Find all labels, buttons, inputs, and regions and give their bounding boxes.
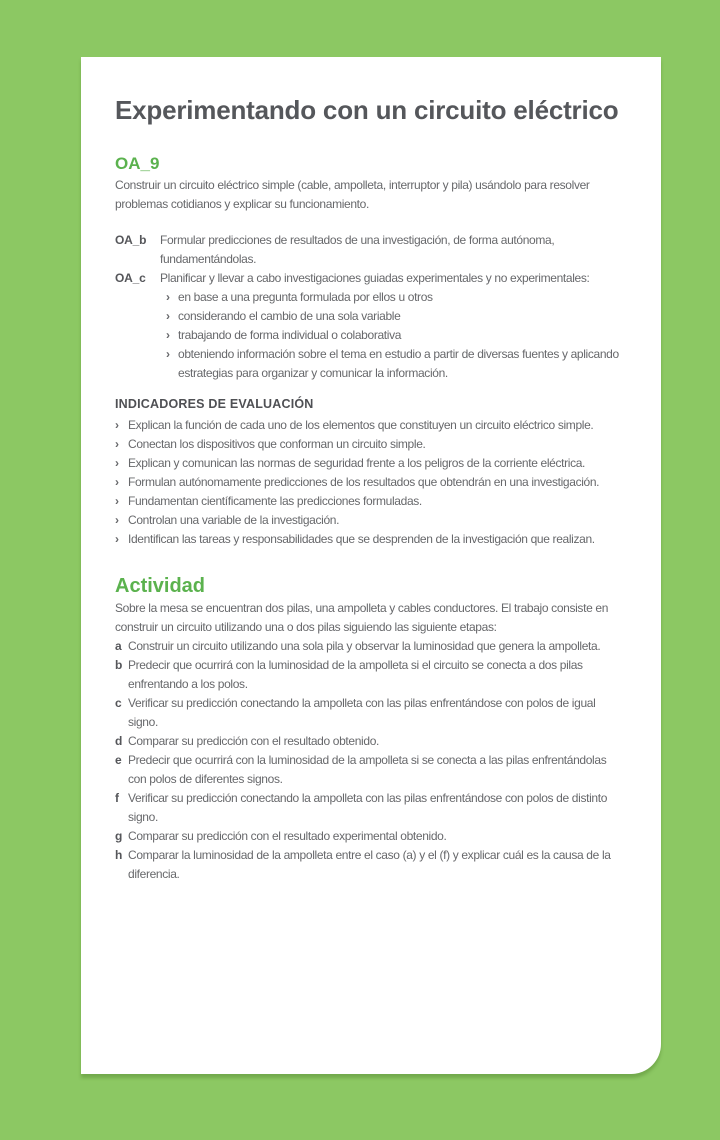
chevron-bullet-icon: › bbox=[115, 475, 119, 489]
list-item bbox=[166, 307, 625, 326]
list-item bbox=[115, 435, 625, 454]
oa-item-label: OA_c bbox=[115, 271, 146, 285]
list-item bbox=[166, 345, 625, 383]
indicadores-list bbox=[115, 416, 625, 549]
step-item-c bbox=[115, 694, 625, 732]
chevron-bullet-icon: › bbox=[166, 328, 170, 342]
list-item-text: Identifican las tareas y responsabilidades que se desprenden de la investigación que realizan. bbox=[128, 532, 595, 546]
page-title: Experimentando con un circuito eléctrico bbox=[115, 95, 619, 125]
list-item bbox=[166, 326, 625, 345]
list-item-text: Explican la función de cada uno de los elementos que constituyen un circuito eléctrico simple. bbox=[128, 418, 594, 432]
step-text: Verificar su predicción conectando la ampolleta con las pilas enfrentándose con polos de distinto signo. bbox=[128, 791, 608, 824]
actividad-section bbox=[115, 574, 625, 884]
chevron-bullet-icon: › bbox=[166, 347, 170, 361]
step-letter: c bbox=[115, 696, 122, 710]
step-text: Predecir que ocurrirá con la luminosidad de la ampolleta si se conecta a las pilas enfrentándolas con polos de diferentes signos. bbox=[128, 753, 607, 786]
step-item-f bbox=[115, 789, 625, 827]
list-item-text: trabajando de forma individual o colaborativa bbox=[178, 328, 402, 342]
step-letter: d bbox=[115, 734, 123, 748]
step-item-g bbox=[115, 827, 625, 846]
oa-objectives-list bbox=[115, 231, 625, 383]
chevron-bullet-icon: › bbox=[115, 513, 119, 527]
oa-item-intro: Planificar y llevar a cabo investigaciones guiadas experimentales y no experimentales: bbox=[160, 271, 590, 285]
step-text: Predecir que ocurrirá con la luminosidad de la ampolleta si el circuito se conecta a dos pilas enfrentando a los polos. bbox=[128, 658, 583, 691]
oa-item-b bbox=[115, 231, 625, 269]
step-item-e bbox=[115, 751, 625, 789]
step-letter: a bbox=[115, 639, 122, 653]
step-letter: f bbox=[115, 791, 119, 805]
list-item-text: obteniendo información sobre el tema en estudio a partir de diversas fuentes y aplicando estrategias para organizar y comunicar la información. bbox=[178, 347, 619, 380]
step-letter: h bbox=[115, 848, 123, 862]
actividad-heading: Actividad bbox=[115, 575, 206, 597]
list-item bbox=[115, 492, 625, 511]
oa-item-c bbox=[115, 269, 625, 383]
step-letter: e bbox=[115, 753, 122, 767]
list-item-text: Explican y comunican las normas de seguridad frente a los peligros de la corriente eléctrica. bbox=[128, 456, 586, 470]
chevron-bullet-icon: › bbox=[115, 418, 119, 432]
indicadores-heading: INDICADORES DE EVALUACIÓN bbox=[115, 397, 314, 411]
oa-item-label: OA_b bbox=[115, 233, 147, 247]
list-item-text: Fundamentan científicamente las predicciones formuladas. bbox=[128, 494, 422, 508]
list-item-text: Controlan una variable de la investigación. bbox=[128, 513, 340, 527]
chevron-bullet-icon: › bbox=[166, 309, 170, 323]
chevron-bullet-icon: › bbox=[115, 456, 119, 470]
step-item-a bbox=[115, 637, 625, 656]
indicadores-section bbox=[115, 396, 625, 549]
step-letter: g bbox=[115, 829, 123, 843]
step-text: Comparar la luminosidad de la ampolleta entre el caso (a) y el (f) y explicar cuál es la causa de la diferencia. bbox=[128, 848, 611, 881]
list-item bbox=[115, 416, 625, 435]
list-item bbox=[115, 454, 625, 473]
list-item-text: considerando el cambio de una sola variable bbox=[178, 309, 401, 323]
list-item-text: en base a una pregunta formulada por ellos u otros bbox=[178, 290, 433, 304]
actividad-steps-list bbox=[115, 637, 625, 884]
chevron-bullet-icon: › bbox=[166, 290, 170, 304]
list-item-text: Conectan los dispositivos que conforman un circuito simple. bbox=[128, 437, 426, 451]
step-letter: b bbox=[115, 658, 123, 672]
list-item bbox=[115, 511, 625, 530]
step-item-d bbox=[115, 732, 625, 751]
chevron-bullet-icon: › bbox=[115, 532, 119, 546]
list-item bbox=[115, 473, 625, 492]
list-item-text: Formulan autónomamente predicciones de los resultados que obtendrán en una investigación. bbox=[128, 475, 600, 489]
oa9-section bbox=[115, 154, 625, 214]
step-item-b bbox=[115, 656, 625, 694]
oa9-body: Construir un circuito eléctrico simple (cable, ampolleta, interruptor y pila) usándolo para resolver problemas cotidianos y explicar su funcionamiento. bbox=[115, 178, 590, 211]
step-text: Verificar su predicción conectando la ampolleta con las pilas enfrentándose con polos de igual signo. bbox=[128, 696, 596, 729]
oa-item-text: Formular predicciones de resultados de una investigación, de forma autónoma, fundamentándolas. bbox=[160, 233, 555, 266]
chevron-bullet-icon: › bbox=[115, 437, 119, 451]
step-text: Comparar su predicción con el resultado obtenido. bbox=[128, 734, 380, 748]
list-item bbox=[115, 530, 625, 549]
content-card bbox=[81, 57, 661, 1074]
list-item bbox=[166, 288, 625, 307]
oa-item-text bbox=[160, 269, 625, 383]
oa-sub-bullet-list bbox=[160, 288, 625, 383]
step-item-h bbox=[115, 846, 625, 884]
actividad-intro: Sobre la mesa se encuentran dos pilas, una ampolleta y cables conductores. El trabajo consiste en construir un circuito utilizando una o dos pilas siguiendo las siguiente etapas: bbox=[115, 601, 609, 634]
step-text: Comparar su predicción con el resultado experimental obtenido. bbox=[128, 829, 447, 843]
oa9-heading: OA_9 bbox=[115, 154, 160, 173]
step-text: Construir un circuito utilizando una sola pila y observar la luminosidad que genera la ampolleta. bbox=[128, 639, 601, 653]
chevron-bullet-icon: › bbox=[115, 494, 119, 508]
